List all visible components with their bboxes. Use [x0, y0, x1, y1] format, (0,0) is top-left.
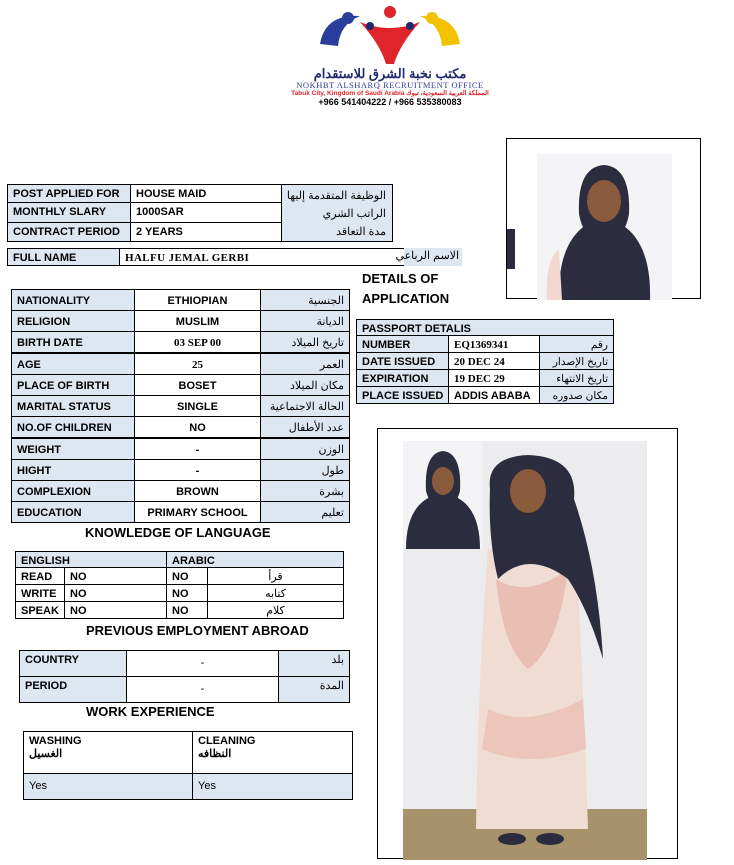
post-arabic-0: الوظيفة المتقدمة إليها — [286, 190, 386, 202]
personal-label-2: BIRTH DATE — [11, 331, 135, 353]
language-arabic-2: NO — [166, 601, 208, 619]
language-arabic-0: NO — [166, 567, 208, 585]
experience-header-1 — [192, 731, 353, 774]
post-value-0: HOUSE MAID — [130, 184, 282, 203]
office-address: Tabuk City, Kingdom of Saudi Arabia المملكة العربية السعودية، تبوك — [291, 90, 489, 97]
passport-value-0: EQ1369341 — [448, 335, 540, 353]
personal-arabic-5: الحالة الاجتماعية — [260, 395, 350, 417]
personal-label-8: HIGHT — [11, 459, 135, 481]
personal-value-9: BROWN — [134, 480, 261, 502]
language-label-2: SPEAK — [15, 601, 65, 619]
portrait-photo — [507, 139, 702, 300]
language-arabic-label-2: كلام — [207, 601, 344, 619]
personal-value-1: MUSLIM — [134, 310, 261, 332]
post-label-1: MONTHLY SLARY — [7, 202, 131, 223]
employment-value-1: - — [126, 676, 279, 703]
experience-label-1: CLEANING — [198, 735, 256, 747]
language-heading: KNOWLEDGE OF LANGUAGE — [85, 525, 271, 540]
employment-value-0: - — [126, 650, 279, 677]
personal-label-0: NATIONALITY — [11, 289, 135, 311]
post-value-1: 1000SAR — [130, 202, 282, 223]
details-heading-line1: DETAILS OF — [362, 271, 439, 286]
language-english-1: NO — [64, 584, 167, 602]
passport-title: PASSPORT DETALIS — [356, 319, 614, 336]
personal-value-0: ETHIOPIAN — [134, 289, 261, 311]
details-heading-line2: APPLICATION — [362, 291, 450, 306]
language-label-0: READ — [15, 567, 65, 585]
personal-label-3: AGE — [11, 353, 135, 375]
personal-label-10: EDUCATION — [11, 501, 135, 523]
passport-arabic-0: رقم — [539, 335, 614, 353]
language-english-2: NO — [64, 601, 167, 619]
passport-value-2: 19 DEC 29 — [448, 369, 540, 387]
employment-arabic-1: المدة — [278, 676, 350, 703]
personal-value-3: 25 — [134, 353, 261, 375]
passport-label-0: NUMBER — [356, 335, 449, 353]
passport-value-3: ADDIS ABABA — [448, 386, 540, 404]
language-header-english: ENGLISH — [15, 551, 167, 568]
post-arabic-1: الراتب الشري — [322, 208, 386, 220]
personal-value-10: PRIMARY SCHOOL — [134, 501, 261, 523]
personal-arabic-8: طول — [260, 459, 350, 481]
post-label-0: POST APPLIED FOR — [7, 184, 131, 203]
language-arabic-label-0: قرأ — [207, 567, 344, 585]
language-arabic-1: NO — [166, 584, 208, 602]
language-arabic-label-1: كتابه — [207, 584, 344, 602]
employment-label-1: PERIOD — [19, 676, 127, 703]
passport-arabic-1: تاريخ الإصدار — [539, 352, 614, 370]
full-body-photo — [378, 429, 679, 860]
office-name: NOKHBT ALSHARQ RECRUITMENT OFFICE — [296, 80, 484, 90]
personal-arabic-9: بشرة — [260, 480, 350, 502]
personal-arabic-7: الوزن — [260, 438, 350, 460]
logo-arabic-name: مكتب نخبة الشرق للاستقدام — [313, 66, 467, 81]
employment-arabic-0: بلد — [278, 650, 350, 677]
personal-label-6: NO.OF CHILDREN — [11, 416, 135, 438]
employment-heading: PREVIOUS EMPLOYMENT ABROAD — [86, 623, 309, 638]
personal-arabic-2: تاريخ الميلاد — [260, 331, 350, 353]
personal-label-7: WEIGHT — [11, 438, 135, 460]
full-body-photo-frame — [377, 428, 678, 859]
personal-arabic-6: عدد الأطفال — [260, 416, 350, 438]
passport-label-2: EXPIRATION — [356, 369, 449, 387]
personal-value-6: NO — [134, 416, 261, 438]
experience-arabic-0: الغسيل — [29, 748, 63, 760]
passport-label-1: DATE ISSUED — [356, 352, 449, 370]
post-value-2: 2 YEARS — [130, 222, 282, 242]
post-label-2: CONTRACT PERIOD — [7, 222, 131, 242]
language-label-1: WRITE — [15, 584, 65, 602]
office-phones: +966 541404222 / +966 535380083 — [318, 97, 462, 107]
personal-label-5: MARITAL STATUS — [11, 395, 135, 417]
personal-arabic-10: تعليم — [260, 501, 350, 523]
personal-value-2: 03 SEP 00 — [134, 331, 261, 353]
personal-value-8: - — [134, 459, 261, 481]
personal-label-9: COMPLEXION — [11, 480, 135, 502]
full-name-label: FULL NAME — [7, 248, 120, 266]
personal-arabic-1: الديانة — [260, 310, 350, 332]
passport-arabic-2: تاريخ الانتهاء — [539, 369, 614, 387]
company-logo — [300, 4, 480, 74]
passport-label-3: PLACE ISSUED — [356, 386, 449, 404]
portrait-photo-frame — [506, 138, 701, 299]
full-name-arabic: الاسم الرباعي — [404, 248, 462, 266]
passport-value-1: 20 DEC 24 — [448, 352, 540, 370]
language-english-0: NO — [64, 567, 167, 585]
experience-value-1: Yes — [192, 773, 353, 800]
personal-value-7: - — [134, 438, 261, 460]
personal-arabic-3: العمر — [260, 353, 350, 375]
experience-label-0: WASHING — [29, 735, 82, 747]
personal-value-4: BOSET — [134, 374, 261, 396]
experience-header-0 — [23, 731, 193, 774]
personal-label-1: RELIGION — [11, 310, 135, 332]
passport-arabic-3: مكان صدوره — [539, 386, 614, 404]
post-arabic-2: مدة التعاقد — [336, 226, 386, 238]
language-header-arabic: ARABIC — [166, 551, 344, 568]
experience-arabic-1: النظافه — [198, 748, 232, 760]
personal-arabic-0: الجنسية — [260, 289, 350, 311]
experience-heading: WORK EXPERIENCE — [86, 704, 215, 719]
personal-arabic-4: مكان الميلاد — [260, 374, 350, 396]
experience-value-0: Yes — [23, 773, 193, 800]
full-name-value: HALFU JEMAL GERBI — [119, 248, 405, 266]
post-arabic-block — [281, 184, 393, 242]
personal-value-5: SINGLE — [134, 395, 261, 417]
employment-label-0: COUNTRY — [19, 650, 127, 677]
personal-label-4: PLACE OF BIRTH — [11, 374, 135, 396]
